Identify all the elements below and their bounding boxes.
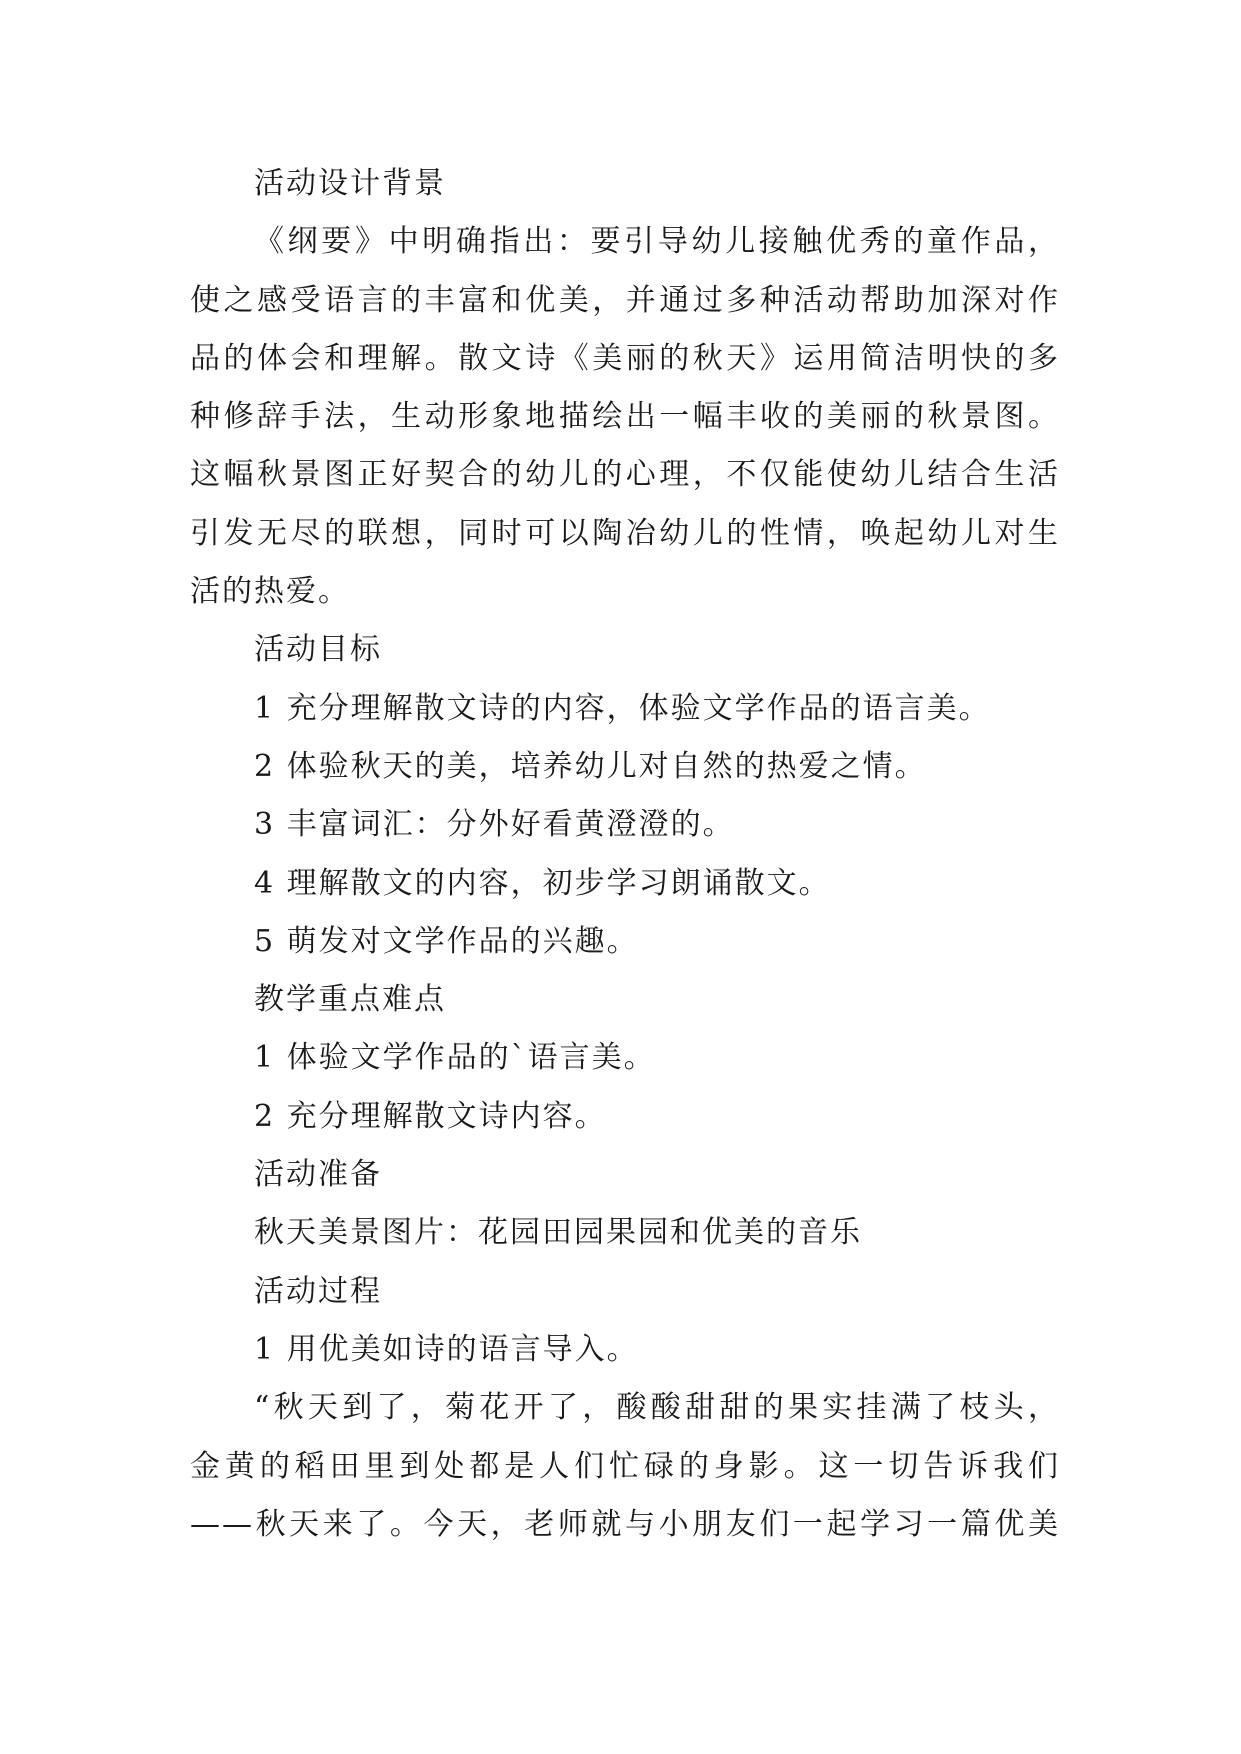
- list-item: 5 萌发对文学作品的兴趣。: [254, 923, 639, 959]
- quote-line: 金黄的稻田里到处都是人们忙碌的身影。这一切告诉我们: [190, 1448, 1060, 1484]
- paragraph-line: 品的体会和理解。散文诗《美丽的秋天》运用简洁明快的多: [190, 340, 1060, 376]
- paragraph-line: 这幅秋景图正好契合的幼儿的心理，不仅能使幼儿结合生活: [190, 457, 1060, 493]
- heading-preparation: 活动准备: [254, 1157, 382, 1193]
- heading-process: 活动过程: [254, 1273, 382, 1309]
- list-item: 1 充分理解散文诗的内容，体验文学作品的语言美。: [254, 690, 991, 726]
- paragraph-line: 《纲要》中明确指出：要引导幼儿接触优秀的童作品，: [254, 224, 1060, 260]
- list-item: 1 体验文学作品的`语言美。: [254, 1040, 656, 1076]
- list-item: 2 充分理解散文诗内容。: [254, 1098, 607, 1134]
- paragraph-line: 引发无尽的联想，同时可以陶冶幼儿的性情，唤起幼儿对生: [190, 515, 1060, 551]
- heading-background: 活动设计背景: [254, 166, 446, 201]
- list-item: 2 体验秋天的美，培养幼儿对自然的热爱之情。: [254, 748, 927, 784]
- document-body: [190, 155, 1060, 1554]
- list-item: 4 理解散文的内容，初步学习朗诵散文。: [254, 865, 831, 901]
- list-item: 1 用优美如诗的语言导入。: [254, 1331, 639, 1367]
- paragraph-line: 使之感受语言的丰富和优美，并通过多种活动帮助加深对作: [190, 282, 1060, 318]
- paragraph-line: 秋天美景图片：花园田园果园和优美的音乐: [254, 1215, 862, 1251]
- heading-key-points: 教学重点难点: [254, 982, 446, 1018]
- list-item: 3 丰富词汇：分外好看黄澄澄的。: [254, 807, 735, 843]
- quote-line: ——秋天来了。今天，老师就与小朋友们一起学习一篇优美: [190, 1506, 1060, 1542]
- paragraph-line: 活的热爱。: [190, 574, 350, 610]
- heading-goals: 活动目标: [254, 632, 382, 668]
- quote-line: “秋天到了，菊花开了，酸酸甜甜的果实挂满了枝头，: [254, 1390, 1060, 1426]
- paragraph-line: 种修辞手法，生动形象地描绘出一幅丰收的美丽的秋景图。: [190, 399, 1060, 435]
